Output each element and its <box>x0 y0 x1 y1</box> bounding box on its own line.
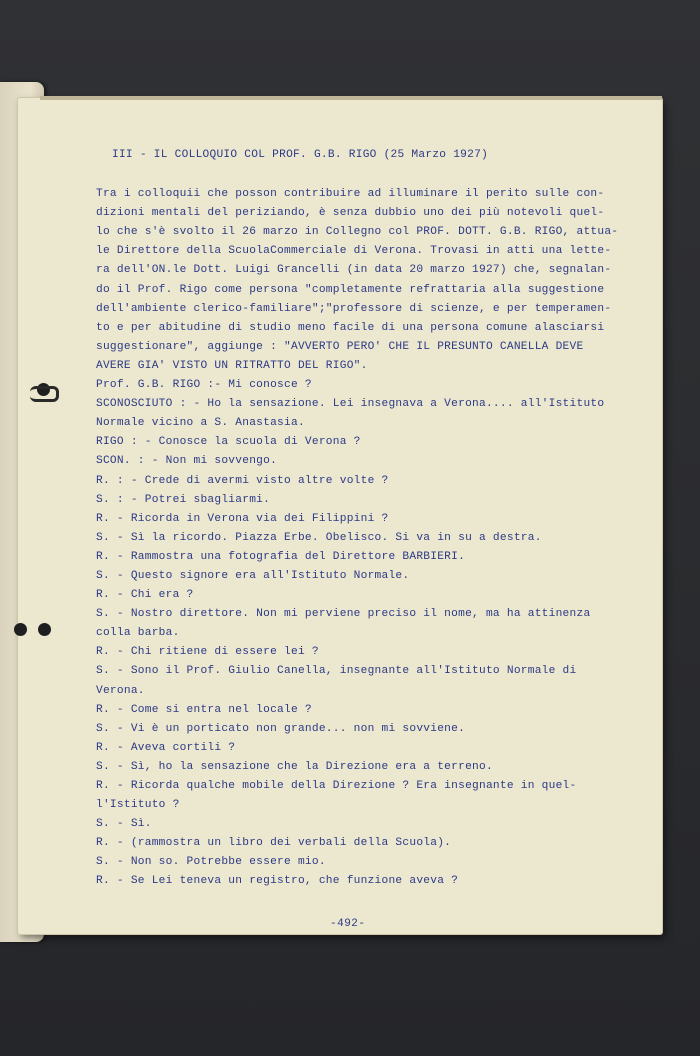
text-line: S. - Sono il Prof. Giulio Canella, insegnante all'Istituto Normale di <box>96 665 577 678</box>
text-line: SCON. : - Non mi sovvengo. <box>96 455 278 468</box>
text-line: R. - (rammostra un libro dei verbali della Scuola). <box>96 837 452 850</box>
text-line: R. : - Crede di avermi visto altre volte ? <box>96 474 389 487</box>
text-line: colla barba. <box>96 627 180 640</box>
document-body <box>96 146 632 892</box>
text-line: le Direttore della ScuolaCommerciale di Verona. Trovasi in atti una lette- <box>96 245 612 258</box>
text-line: R. - Se Lei teneva un registro, che funzione aveva ? <box>96 875 459 888</box>
text-line: dell'ambiente clerico-familiare";"professore di scienze, e per temperamen- <box>96 302 612 315</box>
text-line: S. - Nostro direttore. Non mi perviene preciso il nome, ma ha attinenza <box>96 608 591 621</box>
text-line: R. - Chi era ? <box>96 589 194 602</box>
page-number: -492- <box>330 918 366 930</box>
text-line: Normale vicino a S. Anastasia. <box>96 417 305 430</box>
text-line: SCONOSCIUTO : - Ho la sensazione. Lei insegnava a Verona.... all'Istituto <box>96 398 605 411</box>
text-line: Verona. <box>96 684 145 697</box>
binder-ring <box>30 386 59 402</box>
text-line: l'Istituto ? <box>96 799 180 812</box>
text-line: R. - Ricorda in Verona via dei Filippini ? <box>96 512 389 525</box>
text-line: R. - Chi ritiene di essere lei ? <box>96 646 319 659</box>
text-line: S. - Vi è un porticato non grande... non mi sovviene. <box>96 722 466 735</box>
text-line: Tra i colloquii che posson contribuire ad illuminare il perito sulle con- <box>96 188 605 201</box>
text-line: ra dell'ON.le Dott. Luigi Grancelli (in data 20 marzo 1927) che, segnalan- <box>96 264 612 277</box>
text-line: do il Prof. Rigo come persona "completamente refrattaria alla suggestione <box>96 283 605 296</box>
document-title: III - IL COLLOQUIO COL PROF. G.B. RIGO (25 Marzo 1927) <box>112 149 489 161</box>
page-top-edge <box>40 96 662 100</box>
text-line: suggestionare", aggiunge : "AVVERTO PERO' CHE IL PRESUNTO CANELLA DEVE <box>96 340 584 353</box>
text-line: S. - Sì. <box>96 818 152 831</box>
text-line: R. - Aveva cortili ? <box>96 741 236 754</box>
text-line: lo che s'è svolto il 26 marzo in Collegno col PROF. DOTT. G.B. RIGO, attua- <box>96 226 619 239</box>
text-line: AVERE GIA' VISTO UN RITRATTO DEL RIGO". <box>96 359 368 372</box>
text-line: S. - Sì la ricordo. Piazza Erbe. Obelisco. Si va in su a destra. <box>96 531 542 544</box>
text-line: R. - Rammostra una fotografia del Direttore BARBIERI. <box>96 550 466 563</box>
text-line: dizioni mentali del periziando, è senza dubbio uno dei più notevoli quel- <box>96 207 605 220</box>
text-line: to e per abitudine di studio meno facile di una persona comune alasciarsi <box>96 321 605 334</box>
text-line: R. - Come si entra nel locale ? <box>96 703 312 716</box>
document-lines <box>96 185 632 891</box>
binder-hole-left <box>14 623 27 636</box>
binder-hole-right <box>38 623 51 636</box>
text-line: S. : - Potrei sbagliarmi. <box>96 493 271 506</box>
text-line: Prof. G.B. RIGO :- Mi conosce ? <box>96 379 312 392</box>
text-line: R. - Ricorda qualche mobile della Direzione ? Era insegnante in quel- <box>96 780 577 792</box>
text-line: RIGO : - Conosce la scuola di Verona ? <box>96 436 361 449</box>
text-line: S. - Sì, ho la sensazione che la Direzione era a terreno. <box>96 760 493 773</box>
text-line: S. - Non so. Potrebbe essere mio. <box>96 856 326 869</box>
text-line: S. - Questo signore era all'Istituto Normale. <box>96 569 410 582</box>
